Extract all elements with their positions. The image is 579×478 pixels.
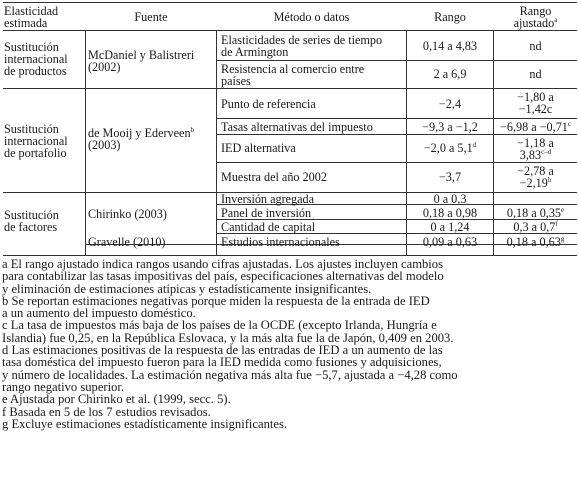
method-cell: Muestra del año 2002 <box>221 170 327 184</box>
adjusted-cell: nd <box>529 39 542 53</box>
footnote-line: e Ajustada por Chirinko et al. (1999, secc. 5). <box>2 392 231 407</box>
source-label: Chirinko (2003) <box>88 207 167 221</box>
method-cell: de Armington <box>221 45 289 59</box>
adjusted-cell: nd <box>529 67 542 81</box>
range-cell: −3,7 <box>438 170 462 184</box>
method-cell: Estudios internacionales <box>221 235 340 249</box>
footnote-line: f Basada en 5 de los 7 estudios revisados. <box>2 404 211 419</box>
range-cell: 0,14 a 4,83 <box>422 39 478 53</box>
footnote-line: para contabilizar las tasas impositivas del país, especificaciones alternativas del modelo <box>2 269 444 284</box>
range-cell: 0 a 1,24 <box>430 220 470 234</box>
adjusted-cell: −1,18 a <box>517 136 554 150</box>
elasticity-label: de factores <box>4 220 58 234</box>
method-cell: Cantidad de capital <box>221 220 316 234</box>
adjusted-cell: 0,3 a 0,7$^f$ <box>513 219 558 234</box>
range-cell: 0,09 a 0,63 <box>422 235 478 249</box>
range-cell: −2,0 a 5,1$^d$ <box>423 140 477 155</box>
column-divider <box>216 30 217 255</box>
elasticity-label: internacional <box>4 134 68 148</box>
header-method: Método o datos <box>273 10 350 24</box>
footnote-line: a El rango ajustado indica rangos usando cifras ajustadas. Los ajustes incluyen cambios <box>2 257 444 271</box>
footnote-line: d Las estimaciones positivas de la respuesta de las entradas de IED a un aumento de las <box>2 343 443 358</box>
source-label: McDaniel y Balistreri <box>88 48 195 62</box>
footnote-line: g Excluye estimaciones estadísticamente insignificantes. <box>2 416 288 431</box>
method-cell: Tasas alternativas del impuesto <box>221 120 373 134</box>
elasticity-label: Sustitución <box>4 208 59 222</box>
footnotes <box>2 258 577 430</box>
adjusted-cell: 0,18 a 0,35e <box>506 205 565 220</box>
method-cell: Punto de referencia <box>221 97 316 111</box>
footnote-line: Islandia) fue 0,25, en la República Eslovaca, y la más alta fue la de Japón, 0,409 en 2003. <box>2 330 454 345</box>
header-elasticity-line2: estimada <box>4 16 48 30</box>
method-cell: países <box>221 74 251 88</box>
adjusted-cell: −6,98 a −0,71$^c$ <box>499 119 571 134</box>
source-label: Gravelle (2010) <box>88 235 166 249</box>
adjusted-cell: −1,42c <box>518 102 553 116</box>
footnote-line: tasa doméstica del impuesto fueron para la IED medida como fusiones y adquisiciones, <box>2 355 442 370</box>
rule-group-1 <box>3 88 577 89</box>
footnote-line: a un aumento del impuesto doméstico. <box>2 306 196 321</box>
adjusted-cell: 0,18 a 0,63$^g$ <box>506 234 565 249</box>
footnote-line: rango negativo superior. <box>2 379 125 394</box>
method-cell: Inversión agregada <box>221 192 315 206</box>
elasticity-label: Sustitución <box>4 40 59 54</box>
header-range: Rango <box>434 10 466 24</box>
adjusted-cell: −2,19$^b$ <box>519 175 552 190</box>
source-label: (2002) <box>88 60 121 74</box>
source-label: de Mooij y Ederveen$^b$ <box>88 125 195 140</box>
adjusted-cell: −1,80 a <box>517 90 554 104</box>
column-divider <box>85 30 86 255</box>
range-cell: −2,4 <box>438 97 462 111</box>
rule-row <box>216 118 577 119</box>
range-cell: 2 a 6,9 <box>433 67 467 81</box>
method-cell: IED alternativa <box>221 141 296 155</box>
range-cell: 0,18 a 0,98 <box>422 206 478 220</box>
range-cell: −9,3 a −1,2 <box>422 120 478 134</box>
method-cell: Panel de inversión <box>221 206 312 220</box>
elasticity-label: de productos <box>4 64 67 78</box>
header-adjusted-line2: ajustado$^a$ <box>513 15 558 30</box>
footnote-line: y eliminación de estimaciones atípicas y estadísticamente insignificantes. <box>2 281 372 296</box>
rule-header <box>3 30 577 31</box>
header-source: Fuente <box>134 10 168 24</box>
source-label: (2003) <box>88 138 121 152</box>
footnote-line: b Se reportan estimaciones negativas porque miden la respuesta de la entrada de IED <box>2 293 430 308</box>
footnote-line: c La tasa de impuestos más baja de los países de la OCDE (excepto Irlanda, Hungría e <box>2 318 437 333</box>
rule-row <box>216 134 577 135</box>
rule-row <box>216 162 577 163</box>
footnote-line: y número de localidades. La estimación negativa más alta fue −5,7, ajustada a −4,28 como <box>2 367 458 382</box>
rule-top <box>3 2 577 3</box>
adjusted-cell: −2,78 a <box>517 164 554 178</box>
method-cell: Resistencia al comercio entre <box>221 62 365 76</box>
header-adjusted-line1: Rango <box>519 4 552 18</box>
range-cell: 0 a 0,3 <box>433 192 467 206</box>
elasticity-label: internacional <box>4 52 68 66</box>
header-elasticity-line1: Elasticidad <box>4 4 59 18</box>
adjusted-cell: 3,83$^{c-d}$ <box>519 147 552 162</box>
rule-bottom <box>3 255 577 256</box>
elasticity-label: Sustitución <box>4 122 59 136</box>
method-cell: Elasticidades de series de tiempo <box>221 33 383 47</box>
elasticity-label: de portafolio <box>4 146 67 160</box>
rule-row <box>216 60 577 61</box>
